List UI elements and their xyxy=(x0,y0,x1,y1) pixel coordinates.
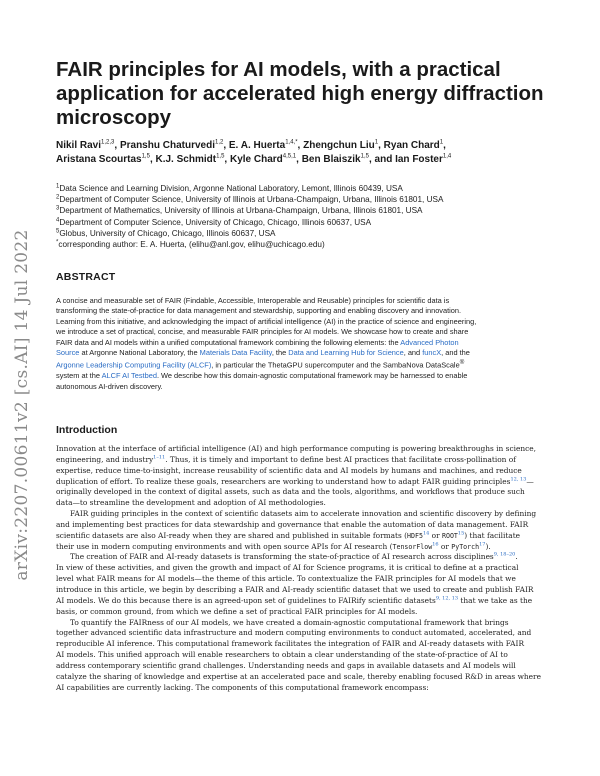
author-name: E. A. Huerta xyxy=(228,140,286,151)
paper-title xyxy=(56,58,556,130)
author-name: Ryan Chard xyxy=(383,140,440,151)
link-alcf-ai-testbed[interactable]: ALCF AI Testbed xyxy=(101,371,157,381)
author-affil-sup: 1,2,3 xyxy=(101,139,115,146)
citation-link[interactable]: 9, 18–20 xyxy=(493,551,516,558)
affiliation-list xyxy=(56,183,556,250)
link-alcf[interactable]: Argonne Leadership Computing Facility (ALCF) xyxy=(56,360,212,370)
author-affil-sup: 1,5 xyxy=(360,153,369,160)
author-name: K.J. Schmidt xyxy=(155,154,217,165)
paragraph-line: Innovation at the interface of artificial intelligence (AI) and high performance computing is powering breakthroughs in science, xyxy=(56,444,536,453)
author-name: Nikil Ravi xyxy=(56,140,102,151)
author-affil-sup: 4,5,1 xyxy=(282,153,297,160)
author-affil-sup: 1,5 xyxy=(141,153,150,160)
author-affil-sup: 1,2 xyxy=(214,139,224,146)
citation-link[interactable]: 9, 12, 13 xyxy=(435,595,459,602)
author-affil-sup: 1,4 xyxy=(442,153,452,160)
introduction-body: Innovation at the interface of artificial intelligence (AI) and high performance computing is powering breakthroughs in science, engineering, and industry$^{1-11}$. Thus, it is timely and important to define best AI practices that facilitate cross-pollination of expertise, reduce time-to-insight, increase reusability of scientific data and AI models by humans and machines, and reduce duplication of effort. To realize these goals, researchers are working to understand how to adapt FAIR guiding principles$^{12, 13}$— originally developed in the context of digital assets, such as data and the tools, algorithms, and workflows that produce such data—to streamline the development and adoption of AI methodologies. FAIR guiding principles in the context of scientific datasets aim to accelerate innovation and scientific discovery by defining and implementing best practices for data stewardship and governance that enable the automation of data management. FAIR scientific datasets are also AI-ready when they are shared and published in suitable formats ($HDF5^{14}$ or ROOT$^{15}$) that facilitate their use in modern computing environments and with open source APIs for AI research (TensorFlow$^{16}$ or PyTorch$^{17}$). The creation of FAIR and AI-ready datasets is transforming the state-of-practice of AI research across disciplines$^{9, 18-20}$. In view of these activities, and given the growth and impact of AI for Science programs, it is critical to define at a practical level what FAIR means for AI models—the theme of this article. To contextualize the FAIR principles for AI models that we introduce in this article, we begin by describing a FAIR and AI-ready scientific dataset that we used to create and publish FAIR AI models. We do this because there is an agreed-upon set of guidelines to FAIRify scientific datasets$^{9, 12, 13}$ that we take as the basis, or common ground, from which we define a set of practical FAIR principles for AI models. To quantify the FAIRness of our AI models, we have created a domain-agnostic computational framework that brings together advanced scientific data infrastructure and modern computing environments to conduct automated, accelerated, and reproducible AI inference. This computational framework facilitates the integration of FAIR and AI-ready datasets with FAIR AI models. This unified approach will enable researchers to obtain a clear understanding of the state-of-practice of AI to address contemporary scientific grand challenges. Understanding needs and gaps in available datasets and AI models will catalyze the sharing of knowledge and expertise at an accelerated pace and scale, thereby enabling focused R&D in areas where AI capabilities are currently lacking. The components of this computational framework encompass: xyxy=(56,444,546,693)
citation-link[interactable]: 17 xyxy=(479,541,486,548)
link-advanced-photon-source[interactable]: Source xyxy=(56,348,80,358)
affiliation: $^3$Department of Mathematics, University of Illinois at Urbana-Champaign, Urbana, Illinois 61801, USA xyxy=(56,205,423,216)
author-list: Nikil Ravi$^{1,2,3}$, Pranshu Chaturvedi$^{1,2}$, E. A. Huerta$^{1,4,*}$, Zhengchun Liu$^1$, Ryan Chard$^1$, Aristana Scourtas$^{1,5}$, K.J. Schmidt$^{1,5}$, Kyle Chard$^{4,5,1}$, Ben Blaiszik$^{1,5}$, and Ian Foster$^{1,4}$ xyxy=(56,139,452,165)
abstract-text: A concise and measurable set of FAIR (Findable, Accessible, Interoperable and Reusable) principles for scientific data is transforming the state-of-practice for data management and stewardship, supporting and enabling discovery and innovation. Learning from this initiative, and acknowledging the impact of artificial intelligence (AI) in the practice of science and engineering, we introduce a set of practical, concise, and measurable FAIR principles for AI models. We showcase how to create and share FAIR data and AI models within a unified computational framework combining the following elements: the Advanced Photon Source at Argonne National Laboratory, the Materials Data Facility, the Data and Learning Hub for Science, and funcX, and the Argonne Leadership Computing Facility (ALCF), in particular the ThetaGPU supercomputer and the SambaNova DataScale® system at the ALCF AI Testbed. We describe how this domain-agnostic computational framework may be harnessed to enable autonomous AI-driven discovery. xyxy=(56,296,477,391)
affiliation: $^1$Data Science and Learning Division, Argonne National Laboratory, Lemont, Illinois 60439, USA xyxy=(56,183,403,193)
author-name: Kyle Chard xyxy=(229,154,283,165)
author-name: Ian Foster xyxy=(395,154,443,165)
link-dlhub[interactable]: Data and Learning Hub for Science xyxy=(288,348,404,358)
citation-link[interactable]: 1–11 xyxy=(153,454,166,461)
citation-link[interactable]: 14 xyxy=(422,530,430,537)
citation-link[interactable]: 16 xyxy=(432,541,439,548)
author-affil-sup: 1 xyxy=(374,139,379,146)
author-affil-sup: 1,4,* xyxy=(285,139,298,146)
title-line: microscopy xyxy=(56,106,172,129)
title-line: application for accelerated high energy diffraction xyxy=(56,82,544,105)
citation-link[interactable]: 12, 13 xyxy=(510,476,527,483)
abstract-heading: ABSTRACT xyxy=(56,271,116,283)
link-funcx[interactable]: funcX xyxy=(422,348,442,358)
author-name: Aristana Scourtas xyxy=(56,154,142,165)
citation-link[interactable]: 15 xyxy=(457,530,465,537)
corresponding-author: *corresponding author: E. A. Huerta, (elihu@anl.gov, elihu@uchicago.edu) xyxy=(56,239,325,250)
author-affil-sup: 1 xyxy=(439,139,444,146)
author-affil-sup: 1,5 xyxy=(216,153,225,160)
affiliation: $^2$Department of Computer Science, University of Illinois at Urbana-Champaign, Urbana, Illinois 61801, USA xyxy=(56,194,444,205)
introduction-heading: Introduction xyxy=(56,424,118,436)
author-name: Ben Blaiszik xyxy=(301,154,361,165)
title-line: FAIR principles for AI models, with a practical xyxy=(56,58,501,81)
link-materials-data-facility[interactable]: Materials Data Facility xyxy=(199,348,272,358)
link-advanced-photon-source[interactable]: Advanced Photon xyxy=(400,337,459,347)
affiliation: $^4$Department of Computer Science, University of Chicago, Chicago, Illinois 60637, USA xyxy=(56,216,372,227)
affiliation: $^5$Globus, University of Chicago, Chicago, Illinois 60637, USA xyxy=(56,228,276,238)
author-name: Pranshu Chaturvedi xyxy=(119,140,215,151)
arxiv-identifier: arXiv:2207.00611v2 [cs.AI] 14 Jul 2022 xyxy=(12,229,32,581)
author-name: Zhengchun Liu xyxy=(303,140,375,151)
